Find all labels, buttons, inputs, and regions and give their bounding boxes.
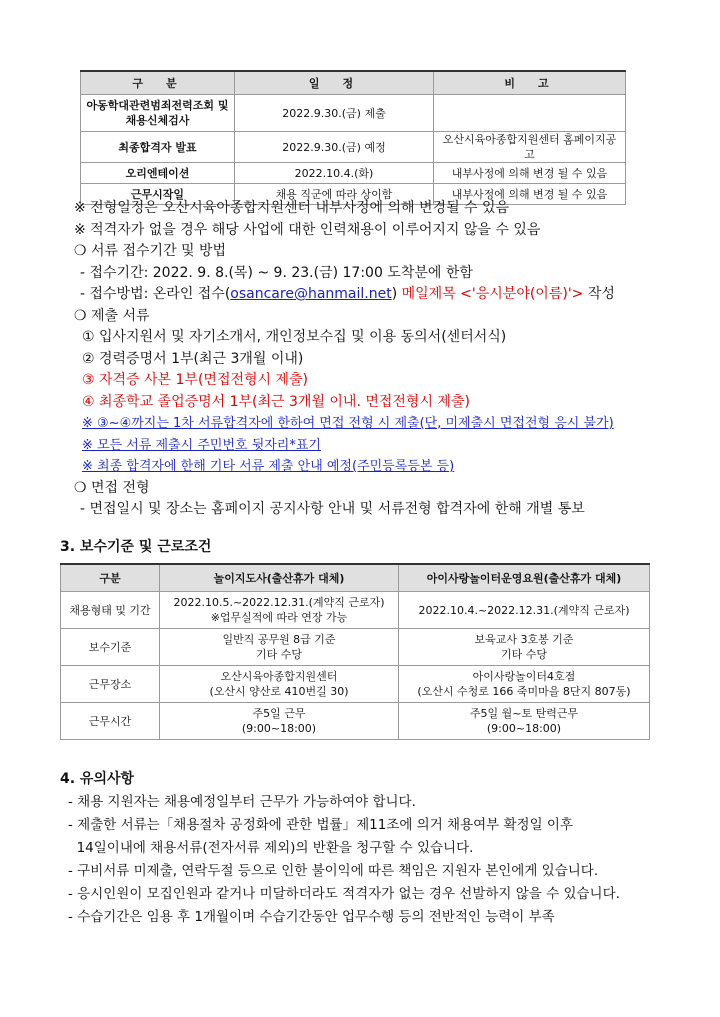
- table-header-row: [81, 71, 626, 95]
- documents-blue-note: ※ 최종 합격자에 한해 기타 서류 제출 안내 예정(주민등록등본 등): [82, 459, 455, 474]
- table-cell: 근무시간: [61, 703, 160, 740]
- cell-line: ※업무실적에 따라 연장 가능: [210, 611, 348, 624]
- table-row: [81, 132, 626, 163]
- table-cell: 2022.9.30.(금) 예정: [235, 132, 434, 163]
- interview-title: ❍ 면접 전형: [74, 479, 150, 496]
- cell-line: 기타 수당: [255, 648, 302, 661]
- table-cell: [399, 703, 650, 740]
- application-title: ❍ 서류 접수기간 및 방법: [74, 243, 227, 259]
- conditions-table: [60, 563, 650, 740]
- cell-line: 주5일 근무: [252, 707, 306, 720]
- table-cell: 내부사정에 의해 변경 될 수 있음: [434, 184, 626, 205]
- cell-line: (9:00~18:00): [241, 722, 317, 735]
- recruitment-details: [60, 198, 700, 521]
- documents-blue-note: ※ 모든 서류 제출시 주민번호 뒷자리*표기: [82, 437, 321, 453]
- table-row: [61, 592, 650, 629]
- table-cell: [434, 95, 626, 132]
- table-cell: [160, 629, 399, 666]
- cell-line: 2022.10.4.~2022.12.31.(계약직 근로자): [418, 603, 630, 617]
- table-cell: 2022.10.4.(화): [235, 163, 434, 184]
- mail-subject-note: 메일제목 <'응시분야(이름)'>: [397, 286, 584, 302]
- table-row: [61, 666, 650, 703]
- table-row: [61, 703, 650, 740]
- caution-line: - 제출한 서류는「채용절차 공정화에 관한 법률」제11조에 의거 채용여부 확정일 이후: [68, 817, 573, 833]
- application-period: - 접수기간: 2022. 9. 8.(목) ~ 9. 23.(금) 17:00 도착분에 한함: [80, 264, 473, 281]
- header-cell: 구 분: [81, 71, 235, 95]
- table-cell: 보수기준: [61, 629, 160, 666]
- document-item: ④ 최종학교 졸업증명서 1부(최근 3개월 이내. 면접전형시 제출): [82, 393, 470, 410]
- table-header-row: [61, 564, 650, 592]
- table-cell: 오산시육아종합지원센터 홈페이지공고: [434, 132, 626, 163]
- document-item: ① 입사지원서 및 자기소개서, 개인정보수집 및 이용 동의서(센터서식): [82, 329, 507, 345]
- documents-title: ❍ 제출 서류: [74, 307, 150, 324]
- cell-line: 오산시육아종합지원센터: [220, 670, 338, 683]
- cell-line: 보육교사 3호봉 기준: [474, 633, 574, 646]
- table-cell: 아동학대관련범죄전력조회 및 채용신체검사: [81, 95, 235, 132]
- table-cell: 근무시작일: [81, 184, 235, 205]
- table-cell: 내부사정에 의해 변경 될 수 있음: [434, 163, 626, 184]
- cell-line: 주5일 월~토 탄력근무: [469, 707, 579, 720]
- caution-line: - 수습기간은 임용 후 1개월이며 수습기간동안 업무수행 등의 전반적인 능력이 부족: [68, 909, 555, 925]
- schedule-note: ※ 전형일정은 오산시육아종합지원센터 내부사정에 의해 변경될 수 있음: [74, 200, 510, 216]
- section4-heading: 4. 유의사항: [60, 771, 135, 787]
- documents-blue-note: ※ ③~④까지는 1차 서류합격자에 한하여 면접 전형 시 제출(단, 미제출시 면접전형 응시 불가): [82, 416, 614, 431]
- table-cell: [160, 592, 399, 629]
- table-row: [81, 95, 626, 132]
- table-cell: [160, 703, 399, 740]
- caution-line: - 응시인원이 모집인원과 같거나 미달하더라도 적격자가 없는 경우 선발하지 않을 수 있습니다.: [68, 886, 620, 902]
- application-method: [60, 284, 700, 306]
- cell-line: (오산시 수청로 166 죽미마을 8단지 807동): [417, 685, 631, 698]
- document-item: ② 경력증명서 1부(최근 3개월 이내): [82, 350, 304, 367]
- cell-line: 기타 수당: [500, 648, 547, 661]
- header-cell: 일 정: [235, 71, 434, 95]
- section3-heading: 3. 보수기준 및 근로조건: [60, 539, 212, 555]
- cell-line: 일반직 공무원 8급 기준: [222, 633, 336, 646]
- cell-line: 아이사랑놀이터4호점: [472, 670, 576, 683]
- schedule-table: [80, 70, 626, 205]
- header-cell: 구분: [61, 564, 160, 592]
- header-cell: 놀이지도사(출산휴가 대체): [160, 564, 399, 592]
- email-link[interactable]: osancare@hanmail.net: [230, 286, 392, 302]
- table-cell: [399, 629, 650, 666]
- table-cell: 근무장소: [61, 666, 160, 703]
- table-cell: 최종합격자 발표: [81, 132, 235, 163]
- cell-line: (오산시 양산로 410번길 30): [209, 685, 349, 698]
- header-cell: 아이사랑놀이터운영요원(출산휴가 대체): [399, 564, 650, 592]
- table-cell: 2022.9.30.(금) 제출: [235, 95, 434, 132]
- cell-line: (9:00~18:00): [486, 722, 562, 735]
- header-cell: 비 고: [434, 71, 626, 95]
- method-close: ): [391, 286, 398, 302]
- document-item: ③ 자격증 사본 1부(면접전형시 제출): [82, 372, 308, 388]
- cell-line: 2022.10.5.~2022.12.31.(계약직 근로자): [173, 596, 385, 609]
- interview-detail: - 면접일시 및 장소는 홈페이지 공지사항 안내 및 서류전형 합격자에 한해 개별 통보: [80, 501, 585, 517]
- caution-line: 14일이내에 채용서류(전자서류 제외)의 반환을 청구할 수 있습니다.: [68, 840, 474, 856]
- table-cell: 채용형태 및 기간: [61, 592, 160, 629]
- table-cell: 채용 직군에 따라 상이함: [235, 184, 434, 205]
- method-prefix: - 접수방법: 온라인 접수(: [80, 286, 231, 302]
- table-cell: [399, 666, 650, 703]
- method-suffix: 작성: [583, 286, 615, 302]
- table-row: [61, 629, 650, 666]
- table-row: [81, 163, 626, 184]
- caution-line: - 구비서류 미제출, 연락두절 등으로 인한 불이익에 따른 책임은 지원자 본인에게 있습니다.: [68, 863, 599, 879]
- caution-line: - 채용 지원자는 채용예정일부터 근무가 가능하여야 합니다.: [68, 794, 416, 810]
- table-cell: 오리엔테이션: [81, 163, 235, 184]
- schedule-note: ※ 적격자가 없을 경우 해당 사업에 대한 인력채용이 이루어지지 않을 수 있음: [74, 221, 541, 238]
- table-cell: [160, 666, 399, 703]
- table-cell: [399, 592, 650, 629]
- cautions-list: [60, 791, 700, 929]
